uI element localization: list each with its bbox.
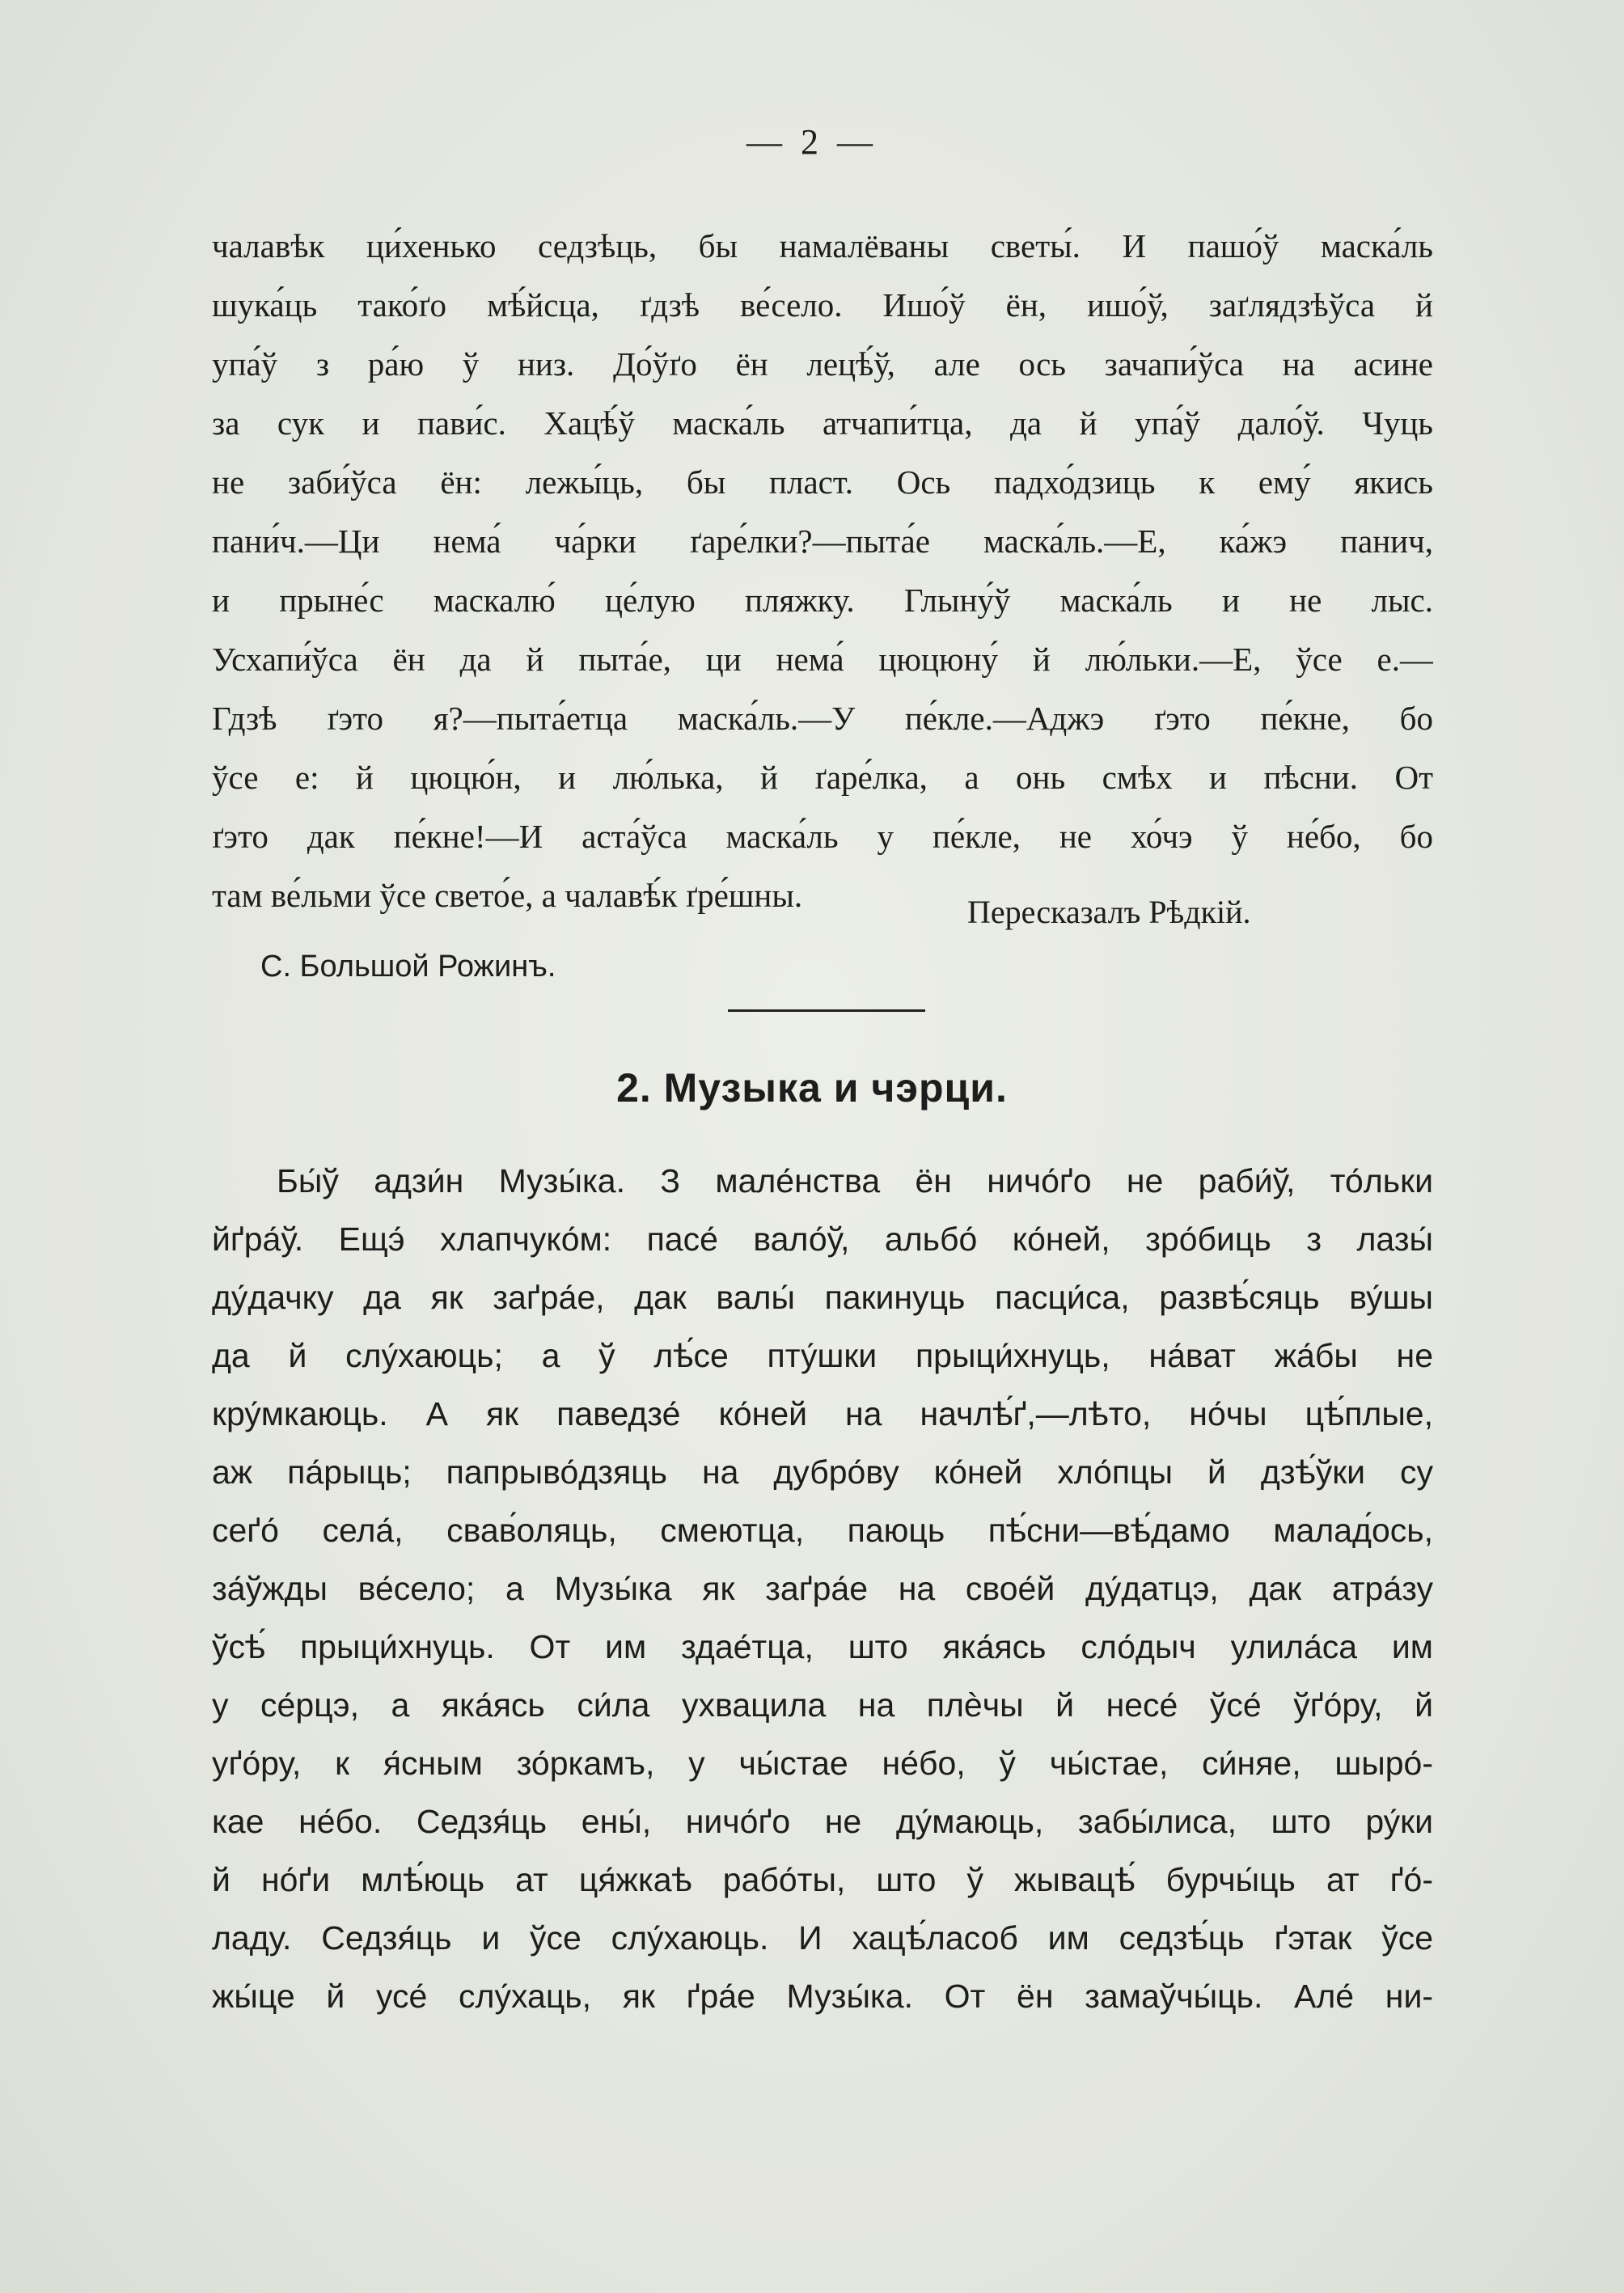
text-line: ладу. Седзя́ць и ўсе слу́хаюць. И хацѣ́ласоб им седзѣ́ць ґэтак ўсе [212,1919,1433,1957]
story-text-paragraph [212,1152,1433,2025]
text-line: йґра́ў. Ещэ́ хлапчуко́м: пасе́ вало́ў, альбо́ ко́ней, зро́биць з лазы́ [212,1221,1433,1258]
text-line: Усхапи́ўса ён да й пыта́е, ци нема́ цюцюну́ й лю́льки.—Е, ўсе е.— [212,641,1433,678]
text-line: ґэто дак пе́кне!—И аста́ўса маска́ль у пе́кле, не хо́чэ ў не́бо, бо [212,818,1433,855]
text-line: й но́ґи млѣ́юць ат ця́жкаѣ рабо́ты, што ў жывацѣ́ бурчы́ць ат ґо́- [212,1861,1433,1898]
text-line: не заби́ўса ён: лежы́ць, бы пласт. Ось падхо́дзиць к ему́ якись [212,463,1433,501]
text-line: пани́ч.—Ци нема́ ча́рки ґаре́лки?—пыта́е маска́ль.—Е, ка́жэ панич, [212,522,1433,560]
text-line: за́ўжды ве́село; а Музы́ка як заґра́е на свое́й ду́датцэ, дак атра́зу [212,1570,1433,1607]
text-line: и прыне́с маскалю́ це́лую пляжку. Глыну́ў маска́ль и не лыс. [212,582,1433,619]
text-line: ўсе е: й цюцю́н, и лю́лька, й ґаре́лка, а онь смѣх и пѣсни. От [212,759,1433,796]
story-text-paragraph [212,217,1433,925]
page-number: — 2 — [746,122,878,162]
text-line: у се́рцэ, а яка́ясь си́ла ухвацила на плѐчы й несе́ ўсе́ ўґо́ру, й [212,1686,1433,1724]
text-line: за сук и пави́с. Хацѣ́ў маска́ль атчапи́тца, да й упа́ў дало́ў. Чуць [212,404,1433,442]
text-line: аж па́рыць; папрыво́дзяць на дубро́ву ко́ней хло́пцы й дзѣ́ўки су [212,1453,1433,1491]
section-divider [728,1009,925,1012]
text-line: чалавѣк ци́хенько седзѣць, бы намалёваны светы́. И пашо́ў маска́ль [212,227,1433,264]
text-line: упа́ў з ра́ю ў низ. До́ўґо ён лецѣ́ў, але ось зачапи́ўса на асине [212,345,1433,383]
narrator-signature: Пересказалъ Рѣдкій. [967,894,1251,930]
text-line: Бы́ў адзи́н Музы́ка. З мале́нства ён ничо́ґо не раби́ў, то́льки [277,1162,1433,1199]
text-line: там ве́льми ўсе свето́е, а чалавѣ́к ґре́шны. [212,877,803,914]
text-line: шука́ць тако́ґо мѣ́йсца, ґдзѣ ве́село. Ишо́ў ён, ишо́ў, заґлядзѣўса й [212,286,1433,324]
text-line: кру́мкаюць. А як паведзе́ ко́ней на начлѣ́ґ,—лѣто, но́чы цѣ́плые, [212,1395,1433,1432]
text-line: ўсѣ́ прыци́хнуць. От им здае́тца, што яка́ясь сло́дыч улила́са им [212,1628,1433,1665]
text-line: Гдзѣ ґэто я?—пыта́етца маска́ль.—У пе́кле.—Аджэ ґэто пе́кне, бо [212,700,1433,737]
village-name: С. Большой Рожинъ. [260,950,556,984]
text-line: ду́дачку да як заґра́е, дак валы́ пакинуць пасци́са, развѣ́сяць ву́шы [212,1279,1433,1316]
text-line: да й слу́хаюць; а ў лѣ́се пту́шки прыци́хнуць, на́ват жа́бы не [212,1337,1433,1374]
text-line: сеґо́ села́, свав́оляць, смеютца, паюць пѣ́сни—вѣ́дамо малад́ось, [212,1512,1433,1549]
text-line: кае не́бо. Седзя́ць ены́, ничо́ґо не ду́маюць, забы́лиса, што ру́ки [212,1803,1433,1840]
section-title: 2. Музыка и чэрци. [616,1065,1008,1111]
text-line: жы́це й усе́ слу́хаць, як ґра́е Музы́ка. От ён замаўчы́ць. Але́ ни- [212,1978,1433,2015]
text-line: уґо́ру, к я́сным зо́ркамъ, у чы́стае не́бо, ў чы́стае, си́няе, шыро́- [212,1745,1433,1782]
